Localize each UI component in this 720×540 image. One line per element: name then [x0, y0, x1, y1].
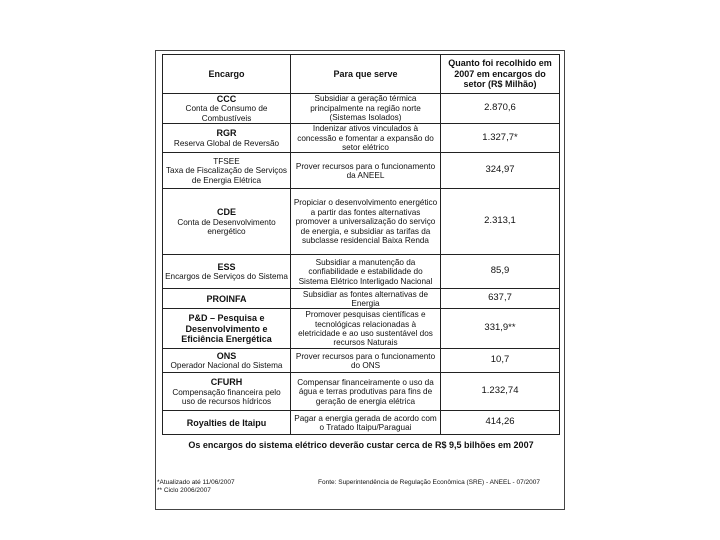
purpose-cell: Subsidiar a geração térmica principalmente na região norte (Sistemas Isolados): [291, 94, 441, 124]
encargo-cell: [163, 189, 291, 255]
encargo-code: CDE: [216, 207, 236, 218]
encargo-name: Encargos de Serviços do Sistema: [165, 272, 288, 282]
encargo-cell: [163, 94, 291, 124]
value-cell: 331,9**: [441, 309, 560, 349]
purpose-cell: Propiciar o desenvolvimento energético a partir das fontes alternativas promover a universalização do serviço de energia, e subsidiar as tarifas da subclasse residencial Baixa Renda: [291, 189, 441, 255]
purpose-cell: Prover recursos para o funcionamento do ONS: [291, 349, 441, 373]
encargo-cell: [163, 289, 291, 309]
encargo-code: RGR: [216, 128, 237, 139]
table-row: [163, 349, 560, 373]
value-cell: 2.313,1: [441, 189, 560, 255]
purpose-cell: Indenizar ativos vinculados à concessão e fomentar a expansão do setor elétrico: [291, 124, 441, 153]
table-row: [163, 309, 560, 349]
encargo-cell: [163, 411, 291, 435]
source-note: Fonte: Superintendência de Regulação Econômica (SRE) - ANEEL - 07/2007: [318, 479, 540, 486]
value-cell: 2.870,6: [441, 94, 560, 124]
value-cell: 1.232,74: [441, 373, 560, 411]
table-row: [163, 289, 560, 309]
header-encargo: Encargo: [163, 55, 291, 94]
encargo-cell: [163, 255, 291, 289]
encargo-name: P&D – Pesquisa e Desenvolvimento e Eficiência Energética: [181, 313, 272, 345]
encargo-code: ONS: [216, 351, 237, 362]
table-row: [163, 124, 560, 153]
encargo-code: CCC: [216, 94, 237, 104]
value-cell: 414,26: [441, 411, 560, 435]
encargo-name: Reserva Global de Reversão: [173, 138, 280, 148]
purpose-cell: Compensar financeiramente o uso da água e terras produtivas para fins de geração de energia elétrica: [291, 373, 441, 411]
encargo-cell: [163, 309, 291, 349]
encargos-table: [162, 54, 560, 455]
purpose-cell: Prover recursos para o funcionamento da ANEEL: [291, 153, 441, 189]
footnote-updated: *Atualizado até 11/06/2007: [157, 479, 235, 486]
encargo-cell: [163, 373, 291, 411]
total-note: Os encargos do sistema elétrico deverão custar cerca de R$ 9,5 bilhões em 2007: [163, 435, 560, 456]
encargo-name: Conta de Desenvolvimento energético: [177, 217, 276, 237]
encargo-name: Compensação financeira pelo uso de recursos hídricos: [172, 387, 281, 407]
value-cell: 85,9: [441, 255, 560, 289]
purpose-cell: Pagar a energia gerada de acordo com o Tratado Itaipu/Paraguai: [291, 411, 441, 435]
purpose-cell: Promover pesquisas científicas e tecnológicas relacionadas à eletricidade e ao uso sustentável dos recursos Naturais: [291, 309, 441, 349]
encargo-name: Operador Nacional do Sistema: [170, 361, 283, 371]
encargo-code: ESS: [217, 262, 236, 273]
purpose-cell: Subsidiar a manutenção da confiabilidade e estabilidade do Sistema Elétrico Interligado Nacional: [291, 255, 441, 289]
table-row: [163, 255, 560, 289]
encargo-name: Conta de Consumo de Combustíveis: [185, 104, 268, 123]
footnotes: [157, 479, 235, 496]
encargo-code: PROINFA: [206, 293, 247, 304]
purpose-cell: Subsidiar as fontes alternativas de Energia: [291, 289, 441, 309]
encargo-code: CFURH: [210, 377, 243, 388]
value-cell: 637,7: [441, 289, 560, 309]
encargo-code: TFSEE: [213, 156, 240, 166]
header-para-que-serve: Para que serve: [291, 55, 441, 94]
header-valor: Quanto foi recolhido em 2007 em encargos do setor (R$ Milhão): [441, 55, 560, 94]
table-row: [163, 411, 560, 435]
value-cell: 10,7: [441, 349, 560, 373]
table-row: [163, 153, 560, 189]
table-row: [163, 189, 560, 255]
encargo-cell: [163, 349, 291, 373]
table-row: [163, 373, 560, 411]
table-row: [163, 94, 560, 124]
encargo-name: Royalties de Itaipu: [186, 417, 267, 428]
encargo-name: Taxa de Fiscalização de Serviços de Energia Elétrica: [165, 166, 288, 185]
header-row: [163, 55, 560, 94]
encargo-cell: [163, 124, 291, 153]
total-row: [163, 435, 560, 456]
value-cell: 324,97: [441, 153, 560, 189]
value-cell: 1.327,7*: [441, 124, 560, 153]
footnote-cycle: ** Ciclo 2006/2007: [157, 487, 211, 495]
encargo-cell: [163, 153, 291, 189]
